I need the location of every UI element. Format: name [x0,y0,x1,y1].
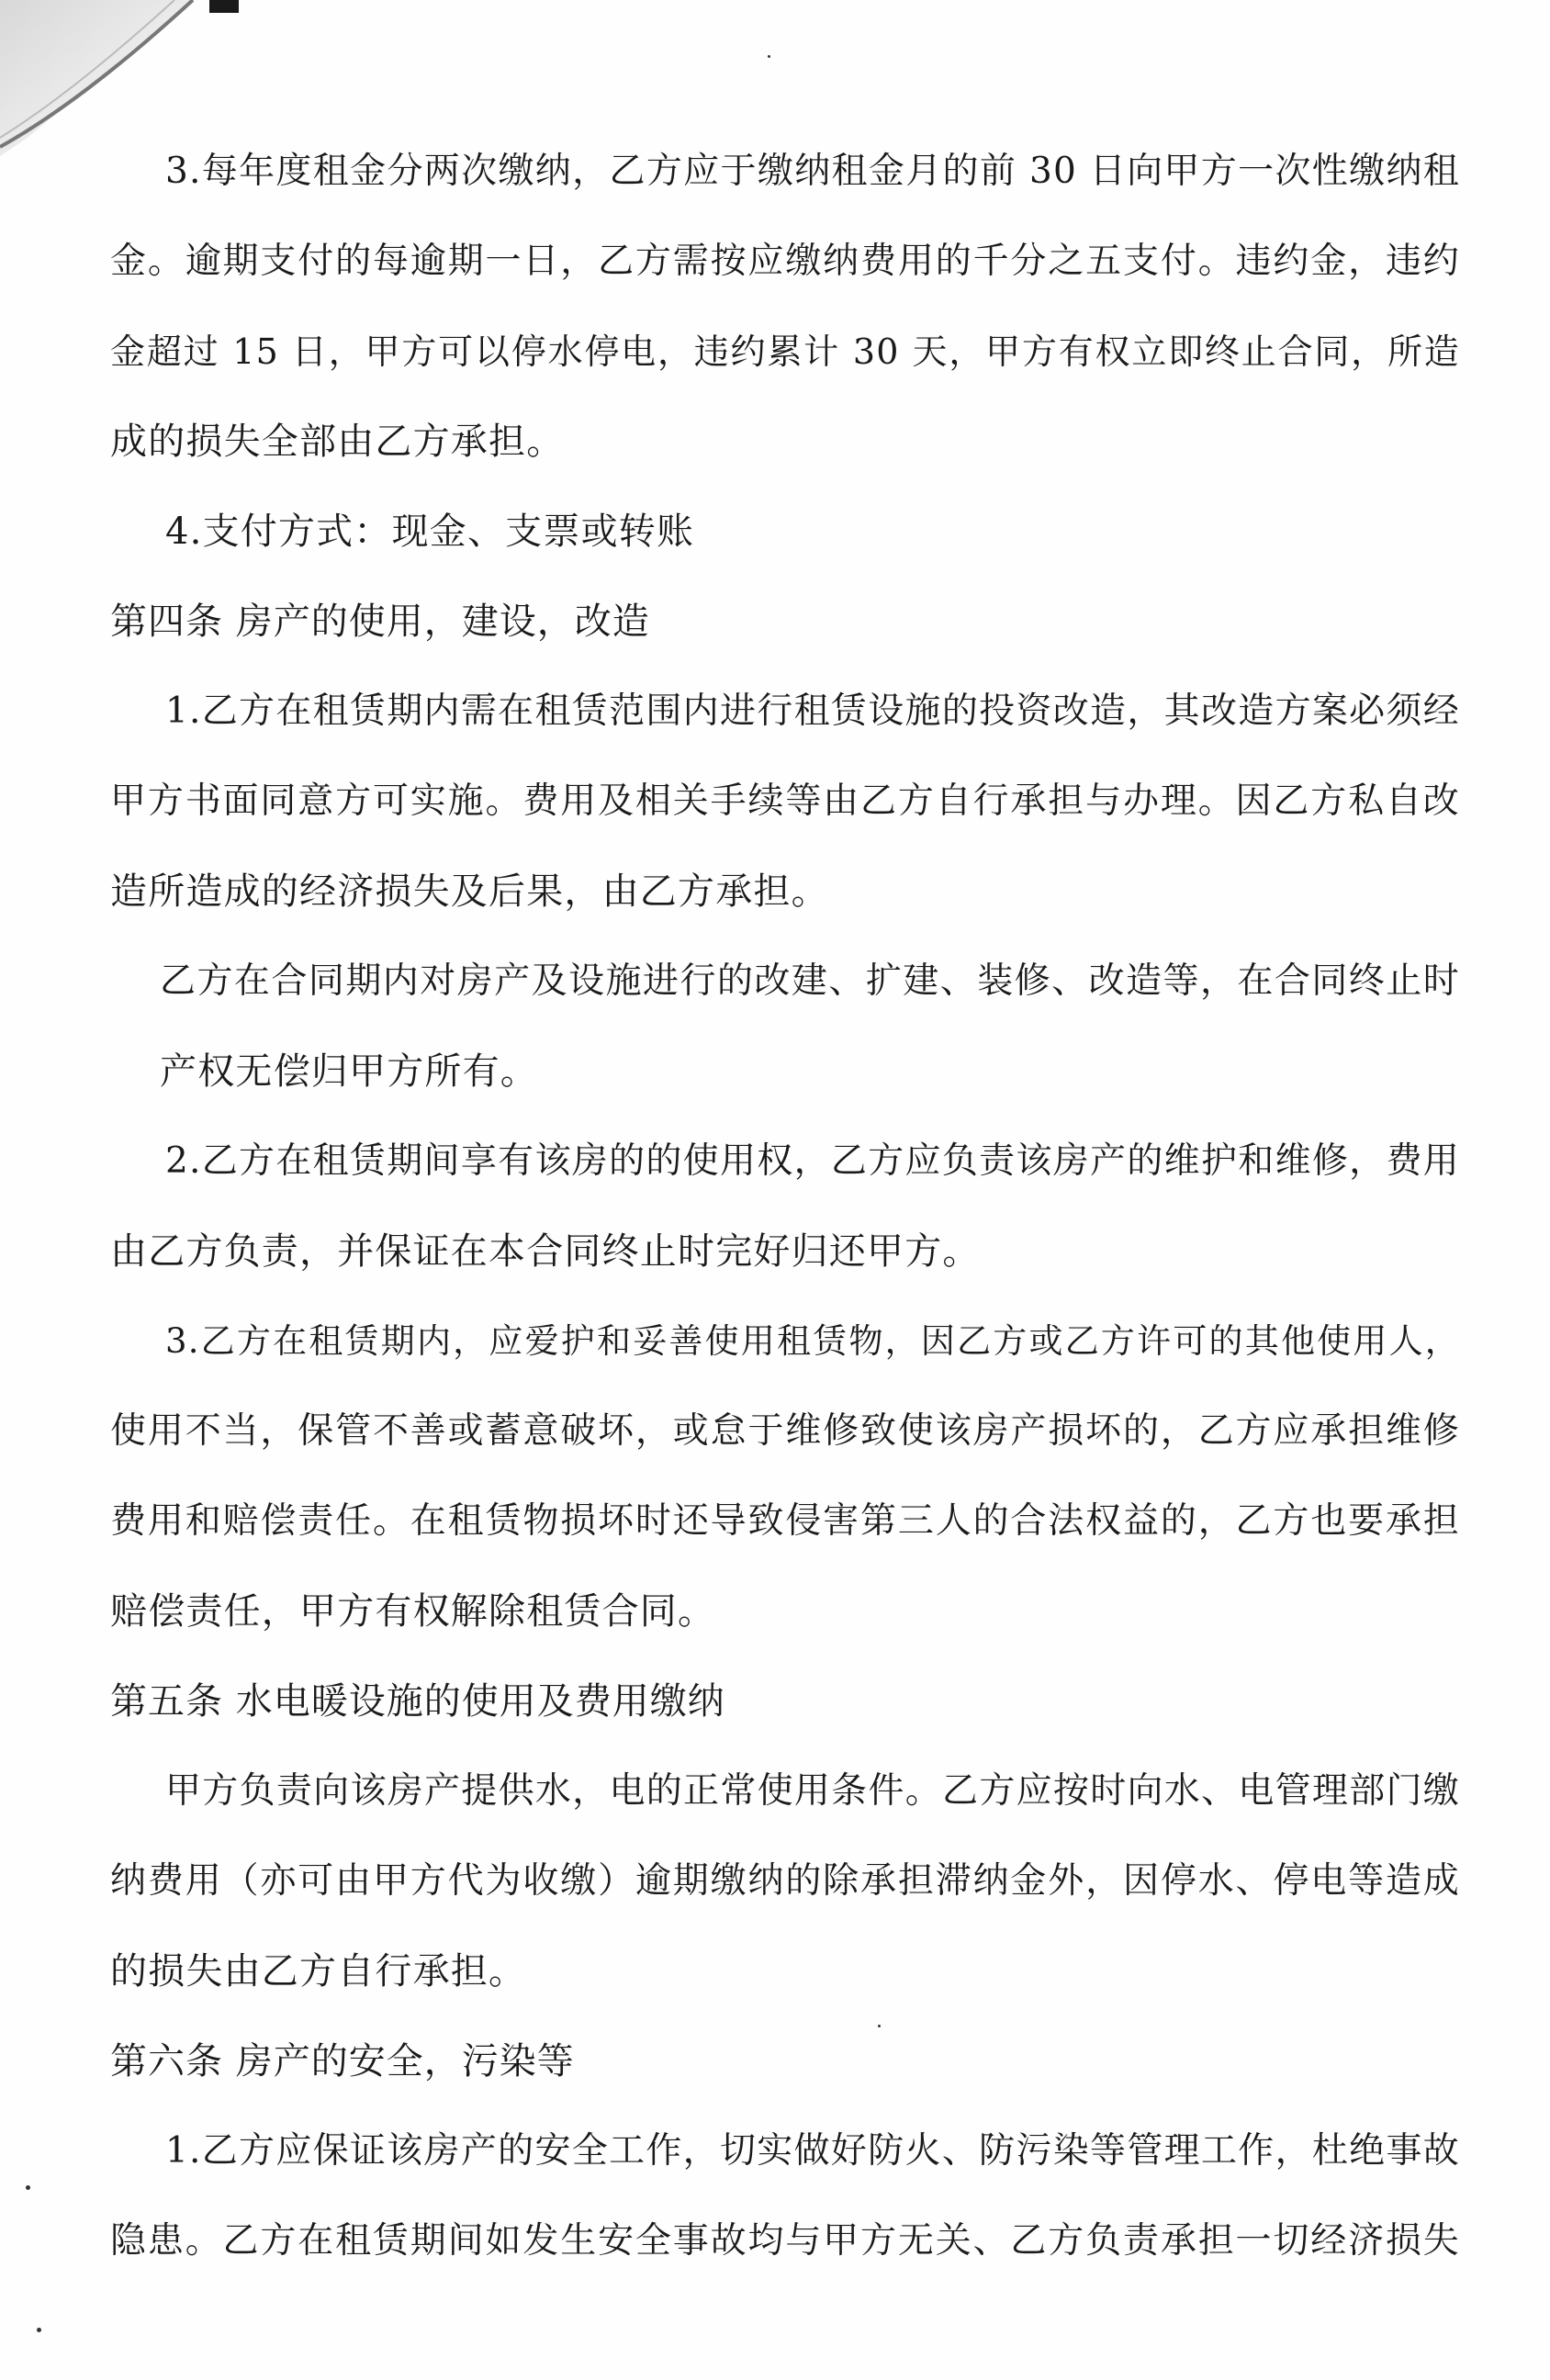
text-line: 隐患。乙方在租赁期间如发生安全事故均与甲方无关、乙方负责承担一切经济损失 [110,2220,1460,2262]
article-heading: 第五条 水电暖设施的使用及费用缴纳 [110,1680,725,1723]
scan-speck [37,2328,41,2332]
text-line: 3.乙方在租赁期内，应爱护和妥善使用租赁物，因乙方或乙方许可的其他使用人， [165,1321,1460,1361]
text-line: 2.乙方在租赁期间享有该房的的使用权，乙方应负责该房产的维护和维修，费用 [165,1140,1460,1182]
text-line: 乙方在合同期内对房产及设施进行的改建、扩建、装修、改造等，在合同终止时 [160,960,1460,1002]
text-line: 1.乙方应保证该房产的安全工作，切实做好防火、防污染等管理工作，杜绝事故 [165,2130,1460,2172]
scan-speck [768,55,770,58]
contract-body [110,127,1460,2286]
text-line: 赔偿责任，甲方有权解除租赁合同。 [110,1590,716,1633]
text-line: 4.支付方式：现金、支票或转账 [165,511,695,553]
article-heading: 第六条 房产的安全，污染等 [110,2040,575,2082]
text-line: 成的损失全部由乙方承担。 [110,421,565,463]
text-line: 的损失由乙方自行承担。 [110,1950,527,1993]
text-line: 甲方书面同意方可实施。费用及相关手续等由乙方自行承担与办理。因乙方私自改 [110,780,1460,822]
article-heading: 第四条 房产的使用，建设，改造 [110,601,650,643]
text-line: 金超过 15 日，甲方可以停水停电，违约累计 30 天，甲方有权立即终止合同，所造 [110,331,1460,372]
text-line: 使用不当，保管不善或蓄意破坏，或怠于维修致使该房产损坏的，乙方应承担维修 [110,1410,1460,1452]
text-line: 造所造成的经济损失及后果，由乙方承担。 [110,870,829,913]
text-line: 1.乙方在租赁期内需在租赁范围内进行租赁设施的投资改造，其改造方案必须经 [165,690,1460,732]
text-line: 甲方负责向该房产提供水，电的正常使用条件。乙方应按时向水、电管理部门缴 [165,1770,1460,1812]
text-line: 金。逾期支付的每逾期一日，乙方需按应缴纳费用的千分之五支付。违约金，违约 [110,241,1460,282]
text-line: 产权无偿归甲方所有。 [160,1050,538,1093]
scan-speck [878,2025,881,2027]
text-line: 纳费用（亦可由甲方代为收缴）逾期缴纳的除承担滞纳金外，因停水、停电等造成 [110,1860,1460,1902]
text-line: 费用和赔偿责任。在租赁物损坏时还导致侵害第三人的合法权益的，乙方也要承担 [110,1500,1460,1542]
text-line: 由乙方负责，并保证在本合同终止时完好归还甲方。 [110,1230,981,1273]
scan-speck [26,2185,30,2190]
text-line: 3.每年度租金分两次缴纳，乙方应于缴纳租金月的前 30 日向甲方一次性缴纳租 [165,151,1460,192]
